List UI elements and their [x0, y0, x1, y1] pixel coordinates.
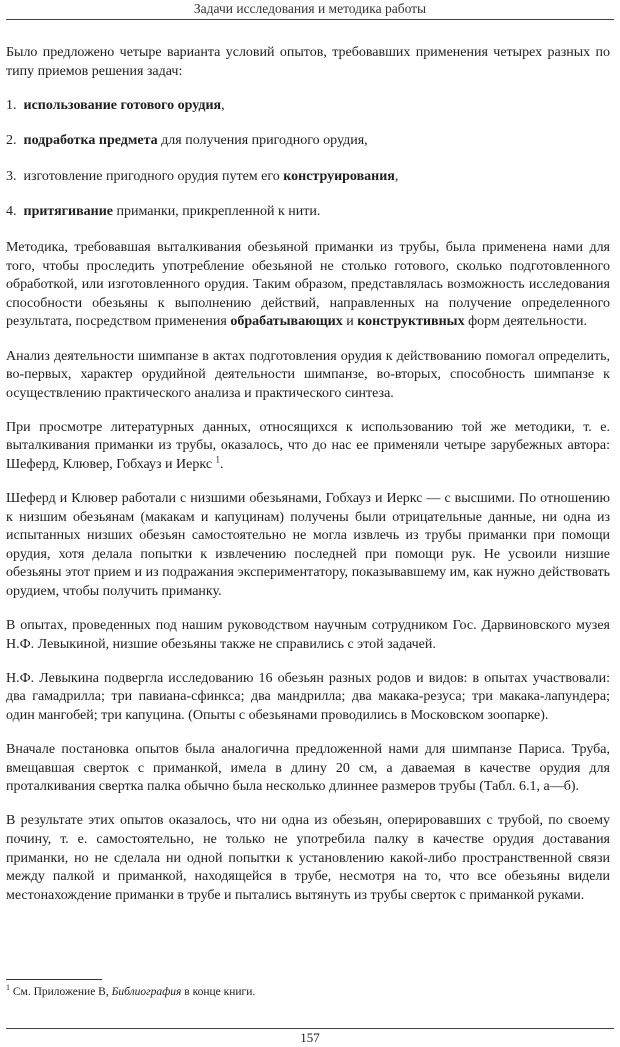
- list-item: 4. притягивание приманки, прикрепленной к нити.: [6, 204, 321, 220]
- literature-paragraph: При просмотре литературных данных, относящихся к использованию той же методики, т. е. выталкивания приманки из трубы, оказалось, что до нас ее применяли четыре зарубежных автора: Шеферд, Клювер, Гобхауз и Иеркс $^1$.: [6, 419, 610, 472]
- intro-paragraph: Было предложено четыре варианта условий опытов, требовавших применения четырех разных по типу приемов решения задач:: [6, 45, 610, 79]
- footnote-marker: 1: [6, 983, 10, 993]
- item-term: притягивание: [23, 204, 114, 220]
- term-processing: обрабатывающих: [230, 314, 343, 330]
- running-header: [6, 0, 614, 20]
- page-number: 157: [300, 1030, 320, 1045]
- footnote-ref[interactable]: 1: [215, 454, 221, 465]
- bottom-divider: [6, 1028, 614, 1029]
- list-item: 2. подработка предмета для получения пригодного орудия,: [6, 133, 368, 149]
- method-paragraph: Методика, требовавшая выталкивания обезьяной приманки из трубы, была применена нами для того, чтобы проследить употребление обезьяной не столько готового, сколько подготовленного обработкой, или изготовленного орудия. Таким образом, представлялась возможность исследования способности обезьяны к выполнению действий, направленных на получение определенного результата, посредством применения обрабатывающих и конструктивных форм деятельности.: [6, 240, 610, 330]
- darwin-museum-paragraph: В опытах, проведенных под нашим руководством научным сотрудником Гос. Дарвиновского музея Н.Ф. Левыкиной, низшие обезьяны также не справились с этой задачей.: [6, 618, 610, 652]
- item-term: конструирования: [283, 168, 395, 184]
- footnote-divider: [6, 979, 102, 980]
- list-item: 3. изготовление пригодного орудия путем его конструирования,: [6, 168, 399, 184]
- shepherd-paragraph: Шеферд и Клювер работали с низшими обезьянами, Гобхауз и Иеркс — с высшими. По отношению к низшим обезьянам (макакам и капуцинам) получены были отрицательные данные, ни одна из испытанных низших обезьян самостоятельно не могла извлечь из трубы приманки при помощи орудия, хотя делала попытки к извлечению последней при помощи рук. Не усвоили низшие обезьяны этот прием и из подражания экспериментатору, показывавшему им, как нужно действовать орудием, чтобы получить приманку.: [6, 491, 610, 600]
- item-term: подработка предмета: [23, 133, 158, 149]
- analysis-paragraph: Анализ деятельности шимпанзе в актах подготовления орудия к действованию помогал определить, во-первых, характер орудийной деятельности шимпанзе, во-вторых, способность шимпанзе к осуществлению практического анализа и практического синтеза.: [6, 348, 610, 401]
- setup-paragraph: Вначале постановка опытов была аналогична предложенной нами для шимпанзе Париса. Труба, вмещавшая сверток с приманкой, имела в длину 20 см, а даваемая в качестве орудия для проталкивания свертка палка обычно была несколько длиннее размеров трубы (Табл. 6.1, а—б).: [6, 742, 610, 795]
- levykina-paragraph: Н.Ф. Левыкина подвергла исследованию 16 обезьян разных родов и видов: в опытах участвовали: два гамадрилла; три павиана-сфинкса; два мандрилла; два макака-резуса; три макака-лапундера; один мангобей; три капуцина. (Опыты с обезьянами проводились в Московском зоопарке).: [6, 670, 610, 724]
- running-header-title: Задачи исследования и методика работы: [193, 1, 427, 16]
- page-body: [6, 44, 610, 921]
- term-constructive: конструктивных: [357, 314, 465, 330]
- item-term: использование готового орудия: [23, 97, 222, 113]
- footnote: $^1$ См. Приложение В, Библиография в конце книги.: [6, 983, 256, 998]
- result-paragraph: В результате этих опытов оказалось, что ни одна из обезьян, оперировавших с трубой, по своему почину, т. е. самостоятельно, не только не употребила палку в качестве орудия доставания приманки, но не сделала ни одной попытки к установлению какой-либо пространственной связи между палкой и приманкой, находящейся в трубе, несмотря на то, что все обезьяны видели местонахождение приманки в трубе и пытались вытянуть из трубы сверток с приманкой руками.: [6, 813, 610, 903]
- footnote-bibliography: Библиография: [111, 986, 182, 998]
- list-item: 1. использование готового орудия,: [6, 97, 225, 113]
